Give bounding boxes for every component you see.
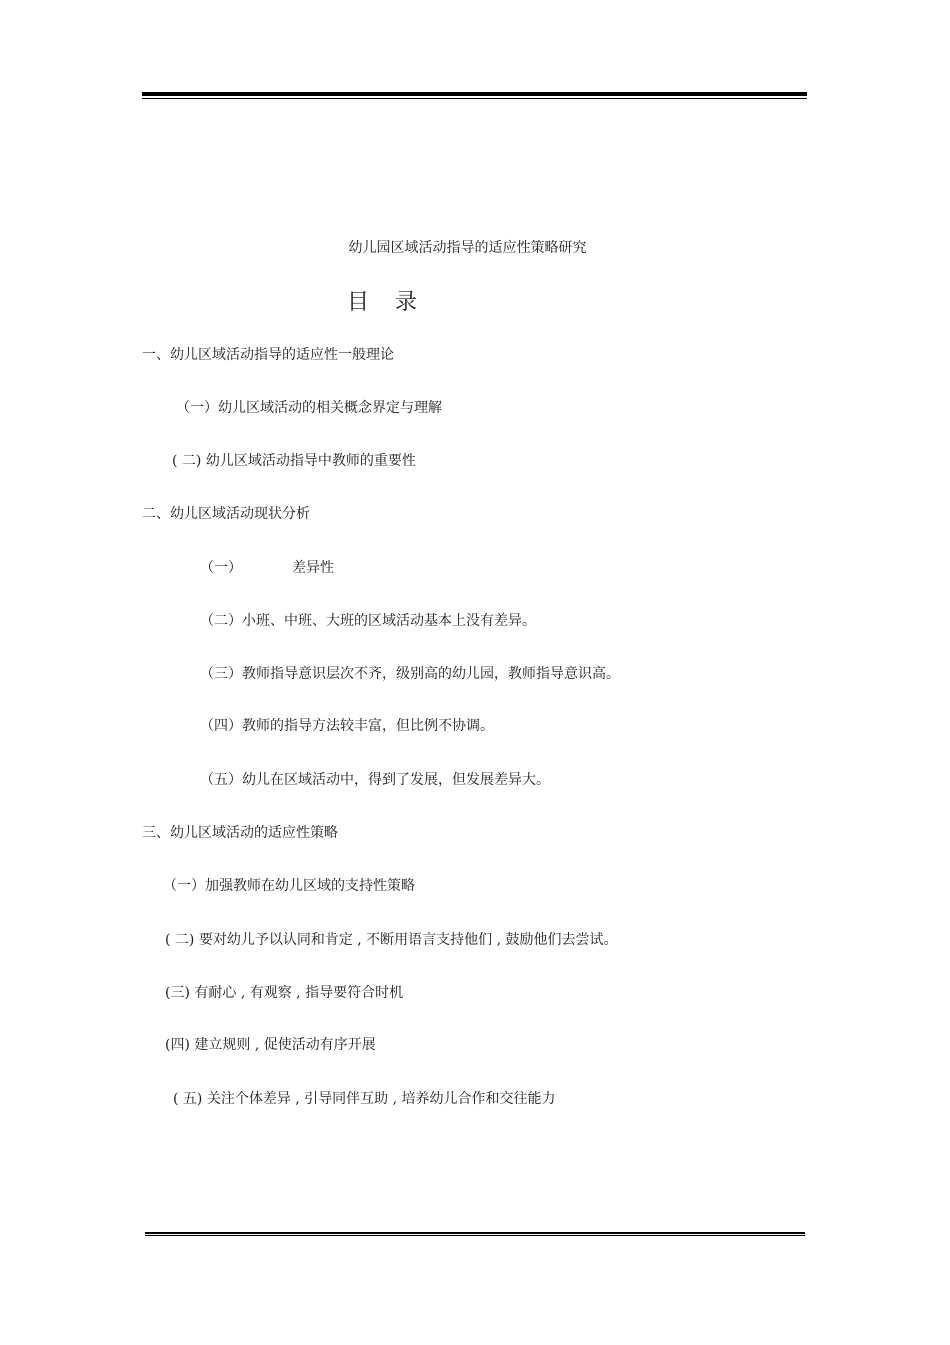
toc-subsection-2-1-text: 差异性 [292, 560, 334, 576]
toc-subsection-3-3[interactable]: (三) 有耐心 , 有观察 , 指导要符合时机 [165, 985, 404, 1001]
toc-subsection-3-4[interactable]: (四) 建立规则 , 促使活动有序开展 [165, 1037, 376, 1053]
toc-subsection-1-2[interactable]: ( 二) 幼儿区域活动指导中教师的重要性 [172, 453, 416, 469]
footer-rule [145, 1232, 805, 1237]
footer-rule-line-1 [145, 1232, 805, 1234]
toc-heading-char-1: 目 [347, 290, 370, 315]
toc-section-2[interactable]: 二、幼儿区域活动现状分析 [142, 506, 310, 522]
toc-subsection-2-1-number: （一） [200, 560, 242, 576]
toc-subsection-3-5[interactable]: ( 五) 关注个体差异 , 引导同伴互助 , 培养幼儿合作和交往能力 [173, 1091, 556, 1107]
toc-subsection-2-5[interactable]: （五）幼儿在区域活动中，得到了发展，但发展差异大。 [200, 772, 550, 788]
toc-subsection-2-3[interactable]: （三）教师指导意识层次不齐，级别高的幼儿园，教师指导意识高。 [200, 666, 620, 682]
toc-heading [347, 288, 417, 318]
footer-rule-line-2 [145, 1235, 805, 1236]
toc-subsection-3-2[interactable]: ( 二) 要对幼儿予以认同和肯定 , 不断用语言支持他们 , 鼓励他们去尝试。 [165, 932, 618, 948]
header-rule-thin [142, 98, 807, 99]
toc-heading-char-2: 录 [395, 290, 418, 315]
toc-section-3[interactable]: 三、幼儿区域活动的适应性策略 [142, 825, 338, 841]
toc-section-1[interactable]: 一、幼儿区域活动指导的适应性一般理论 [142, 347, 394, 363]
toc-subsection-2-1[interactable] [200, 558, 334, 578]
toc-subsection-2-4[interactable]: （四）教师的指导方法较丰富，但比例不协调。 [200, 718, 494, 734]
header-rule [142, 92, 807, 99]
header-rule-thick [142, 92, 807, 96]
document-title: 幼儿园区域活动指导的适应性策略研究 [348, 240, 587, 256]
toc-subsection-3-1[interactable]: （一）加强教师在幼儿区域的支持性策略 [163, 878, 415, 894]
toc-subsection-2-2[interactable]: （二）小班、中班、大班的区域活动基本上没有差异。 [200, 613, 536, 629]
toc-subsection-1-1[interactable]: （一）幼儿区域活动的相关概念界定与理解 [176, 400, 442, 416]
